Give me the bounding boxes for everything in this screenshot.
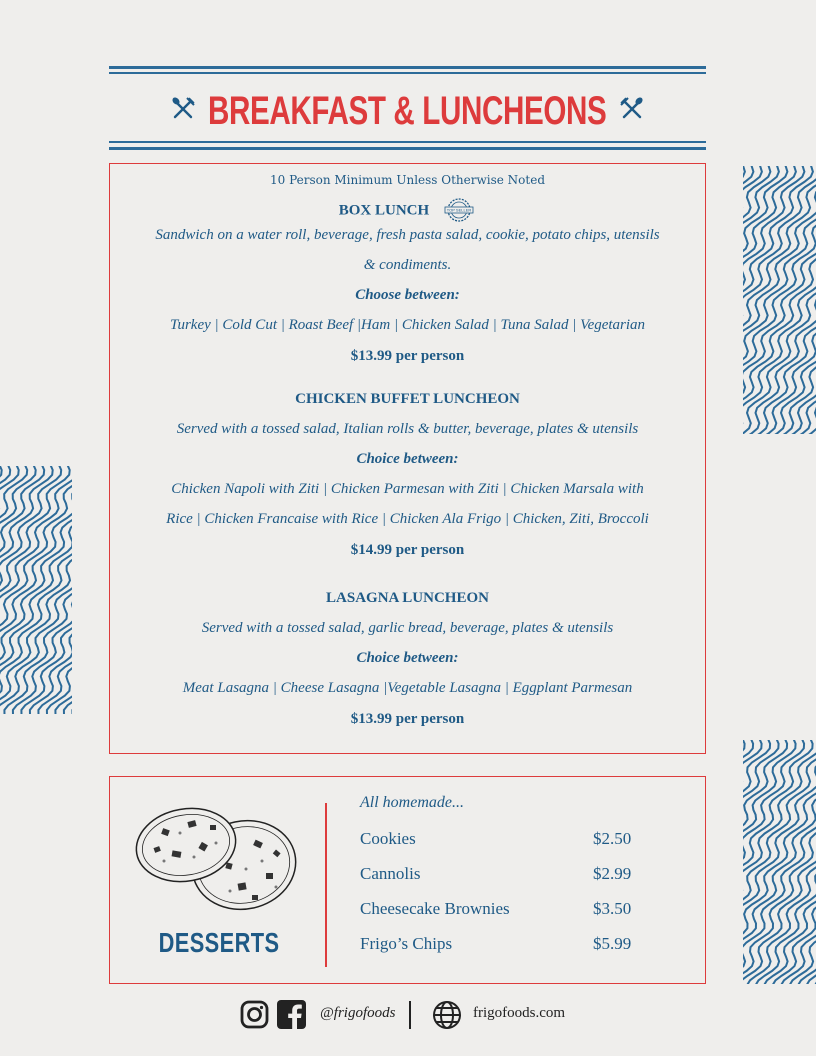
utensils-icon-right (619, 96, 645, 126)
chicken-buffet-price: $14.99 per person (350, 542, 465, 558)
chicken-buffet-choices-1: Chicken Napoli with Ziti | Chicken Parmesan with Ziti | Chicken Marsala with (171, 481, 644, 497)
wave-pattern-right-bottom (743, 740, 816, 984)
dessert-name: Cheesecake Brownies (360, 899, 510, 918)
chicken-buffet-choice-label: Choice between: (356, 451, 459, 467)
lasagna-choice-label: Choice between: (356, 650, 459, 666)
dessert-item (360, 899, 650, 923)
wave-line (743, 166, 816, 434)
chicken-buffet-description: Served with a tossed salad, Italian rolls & butter, beverage, plates & utensils (176, 421, 639, 437)
wave-line (743, 740, 816, 984)
wave-pattern-right-top (743, 166, 816, 434)
footer-divider (409, 1001, 411, 1029)
box-lunch-choices: Turkey | Cold Cut | Roast Beef |Ham | Chicken Salad | Tuna Salad | Vegetarian (169, 317, 646, 333)
wave-line (743, 740, 816, 984)
box-lunch-heading-row (110, 197, 705, 223)
dessert-price: $2.99 (593, 864, 632, 883)
luncheon-menu-box (109, 163, 706, 754)
header (109, 86, 706, 136)
wave-line (743, 740, 816, 984)
wave-line (743, 166, 816, 434)
dessert-item (360, 829, 650, 853)
wave-line (743, 166, 816, 434)
top-seller-badge-icon (442, 197, 476, 223)
page-title: BREAKFAST & LUNCHEONS (208, 88, 607, 133)
desserts-title: DESSERTS (158, 927, 280, 958)
dessert-price: $5.99 (593, 934, 632, 953)
section-heading-chicken-buffet: CHICKEN BUFFET LUNCHEON (295, 391, 520, 407)
desserts-divider (325, 803, 327, 967)
wave-line (743, 166, 816, 434)
section-heading-lasagna: LASAGNA LUNCHEON (326, 590, 489, 606)
badge-label: TOP SELLER (447, 207, 472, 213)
wave-line (743, 166, 816, 434)
dessert-name: Cannolis (360, 864, 421, 883)
social-handle[interactable]: @frigofoods (320, 1005, 396, 1021)
dessert-price: $2.50 (593, 829, 632, 848)
wave-line (744, 166, 816, 434)
wave-line (743, 166, 765, 434)
facebook-icon[interactable] (277, 1000, 306, 1033)
box-lunch-price: $13.99 per person (350, 348, 465, 364)
wave-line (795, 166, 816, 434)
footer (0, 998, 816, 1034)
desserts-box (109, 776, 706, 984)
header-top-rule (109, 66, 706, 76)
wave-line (743, 166, 816, 434)
box-lunch-description-1: Sandwich on a water roll, beverage, fresh pasta salad, cookie, potato chips, utensils (155, 227, 660, 243)
desserts-subtitle: All homemade... (360, 794, 464, 811)
box-lunch-description-2: & condiments. (363, 257, 452, 273)
lasagna-description: Served with a tossed salad, garlic bread, beverage, plates & utensils (201, 620, 614, 636)
instagram-icon[interactable] (240, 1000, 269, 1033)
dessert-name: Cookies (360, 829, 416, 848)
wave-line (743, 166, 816, 434)
box-lunch-choice-label: Choose between: (355, 287, 460, 303)
wave-line (743, 166, 816, 434)
lasagna-price: $13.99 per person (350, 711, 465, 727)
chicken-buffet-choices-2: Rice | Chicken Francaise with Rice | Chicken Ala Frigo | Chicken, Ziti, Broccoli (166, 511, 649, 527)
minimum-note: 10 Person Minimum Unless Otherwise Noted (269, 173, 546, 187)
dessert-price: $3.50 (593, 899, 632, 918)
dessert-item (360, 864, 650, 888)
wave-line (743, 166, 816, 434)
header-bottom-rule (109, 141, 706, 151)
wave-line (743, 740, 816, 984)
wave-line (743, 166, 816, 434)
wave-line (743, 740, 816, 984)
wave-line (743, 166, 748, 434)
wave-line (743, 166, 816, 434)
wave-line (743, 740, 816, 984)
wave-line (743, 166, 816, 434)
globe-icon (432, 1000, 462, 1034)
lasagna-choices: Meat Lasagna | Cheese Lasagna |Vegetable Lasagna | Eggplant Parmesan (182, 680, 633, 696)
wave-line (743, 740, 816, 984)
wave-line (743, 740, 816, 984)
utensils-icon-left (170, 96, 196, 126)
cookies-illustration (134, 803, 299, 915)
website-link[interactable]: frigofoods.com (473, 1005, 566, 1021)
wave-line (743, 740, 816, 984)
section-heading-box-lunch: BOX LUNCH (338, 202, 430, 219)
dessert-item (360, 934, 650, 958)
wave-pattern-left (0, 466, 72, 714)
dessert-name: Frigo’s Chips (360, 934, 453, 953)
wave-line (743, 740, 816, 984)
